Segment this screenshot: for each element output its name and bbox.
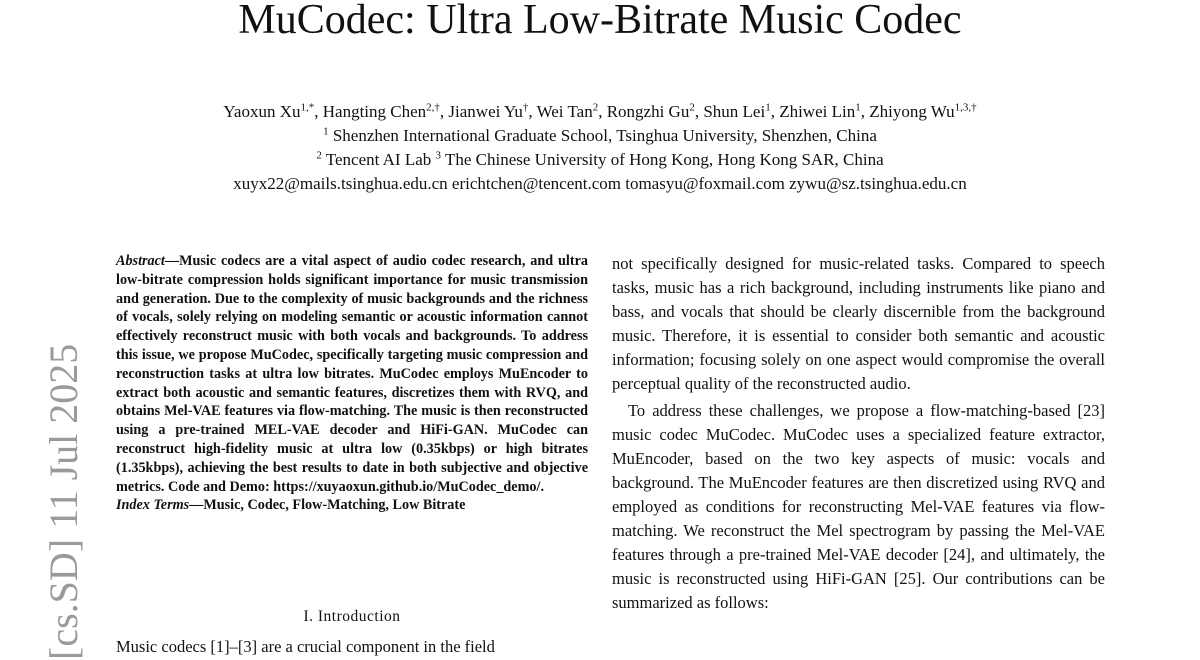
author-block (0, 100, 1200, 196)
abstract-text: —Music codecs are a vital aspect of audio codec research, and ultra low-bitrate compression holds significant importance for music transmission and generation. Due to the complexity of music backgrounds and the richness of vocals, solely relying on modeling semantic or acoustic information cannot effectively reconstruct music with both vocals and backgrounds. To address this issue, we propose MuCodec, specifically targeting music compression and reconstruction tasks at ultra low bitrates. MuCodec employs MuEncoder to extract both acoustic and semantic features, discretizes them with RVQ, and obtains Mel-VAE features via flow-matching. The music is then reconstructed using a pre-trained MEL-VAE decoder and HiFi-GAN. MuCodec can reconstruct high-fidelity music at ultra low (0.35kbps) or high bitrates (1.35kbps), achieving the best results to date in both subjective and objective metrics. Code and Demo: https://xuyaoxun.github.io/MuCodec_demo/. (116, 253, 588, 495)
author-mark: 1 (855, 101, 861, 114)
abstract-label: Abstract (116, 253, 165, 269)
index-terms-text: —Music, Codec, Flow-Matching, Low Bitrate (189, 497, 466, 514)
right-column (612, 252, 1105, 615)
author-emails: xuyx22@mails.tsinghua.edu.cn erichtchen@tencent.com tomasyu@foxmail.com zywu@sz.tsinghua.edu.cn (233, 174, 967, 193)
index-terms (116, 496, 588, 515)
author-list: Yaoxun $Xu^{1,*}$, Hangting Chen$^{2,\dagger}$, Jianwei Yu†, Wei Tan$^2$, Rongzhi Gu$^2$, Shun Lei$^1$, Zhiwei Lin$^1$, Zhiyong $Wu^{1,3,\dagger}$ (223, 101, 977, 121)
affiliation-mark: 1 (323, 125, 329, 138)
affiliation-line-2 (0, 148, 1200, 172)
author-mark: † (522, 101, 529, 114)
affiliation-mark: 3 (435, 149, 442, 162)
index-terms-label: Index Terms (116, 497, 190, 514)
author-mark: 2 (689, 101, 695, 114)
section-heading: I. Introduction (303, 608, 401, 625)
author-name: Shun Lei (703, 102, 766, 121)
intro-first-line: Music codecs [1]–[3] are a crucial component in the field (116, 637, 495, 656)
author-mark: 2 (592, 101, 599, 114)
author-mark: 1,3,† (954, 101, 977, 114)
body-paragraph: To address these challenges, we propose a flow-matching-based [23] music codec MuCodec. MuCodec uses a specialized feature extractor, MuEncoder, based on the two key aspects of music: vocals and background. The MuEncoder features are then discretized using RVQ and employed as conditions for reconstructing Mel-VAE features via flow-matching. We reconstruct the Mel spectrogram by passing the Mel-VAE features through a pre-trained Mel-VAE decoder [24], and ultimately, the music is reconstructed using HiFi-GAN [25]. Our contributions can be summarized as follows: (612, 400, 1105, 613)
author-name: Zhiwei Lin (779, 102, 856, 121)
author-name: Wei Tan (536, 102, 593, 121)
paper-title: MuCodec: Ultra Low-Bitrate Music Codec (238, 0, 962, 43)
author-name: Yaoxun Xu (223, 102, 301, 121)
arxiv-stamp: [cs.SD] 11 Jul 2025 (41, 343, 86, 660)
body-paragraph: not specifically designed for music-related tasks. Compared to speech tasks, music has a rich background, including instruments like piano and bass, and vocals that should be clearly discernible from the background music. Therefore, it is essential to consider both semantic and acoustic information; focusing solely on one aspect would compromise the overall perceptual quality of the reconstructed audio. (612, 254, 1105, 394)
affiliation: Tencent AI Lab (325, 150, 432, 169)
affiliation: The Chinese University of Hong Kong, Hong Kong SAR, China (444, 150, 884, 169)
author-mark: 2,† (426, 101, 440, 114)
author-name: Zhiyong Wu (869, 102, 955, 121)
author-name: Rongzhi Gu (606, 102, 690, 121)
abstract (116, 252, 588, 515)
affiliation-mark: 2 (316, 149, 322, 162)
author-mark: 1 (765, 101, 771, 114)
affiliation-line-1 (0, 124, 1200, 148)
author-mark: 1,* (300, 101, 315, 114)
author-name: Jianwei Yu (448, 102, 523, 121)
affiliation: Shenzhen International Graduate School, Tsinghua University, Shenzhen, China (332, 126, 877, 145)
author-name: Hangting Chen (322, 102, 427, 121)
abstract-paragraph (116, 252, 588, 496)
